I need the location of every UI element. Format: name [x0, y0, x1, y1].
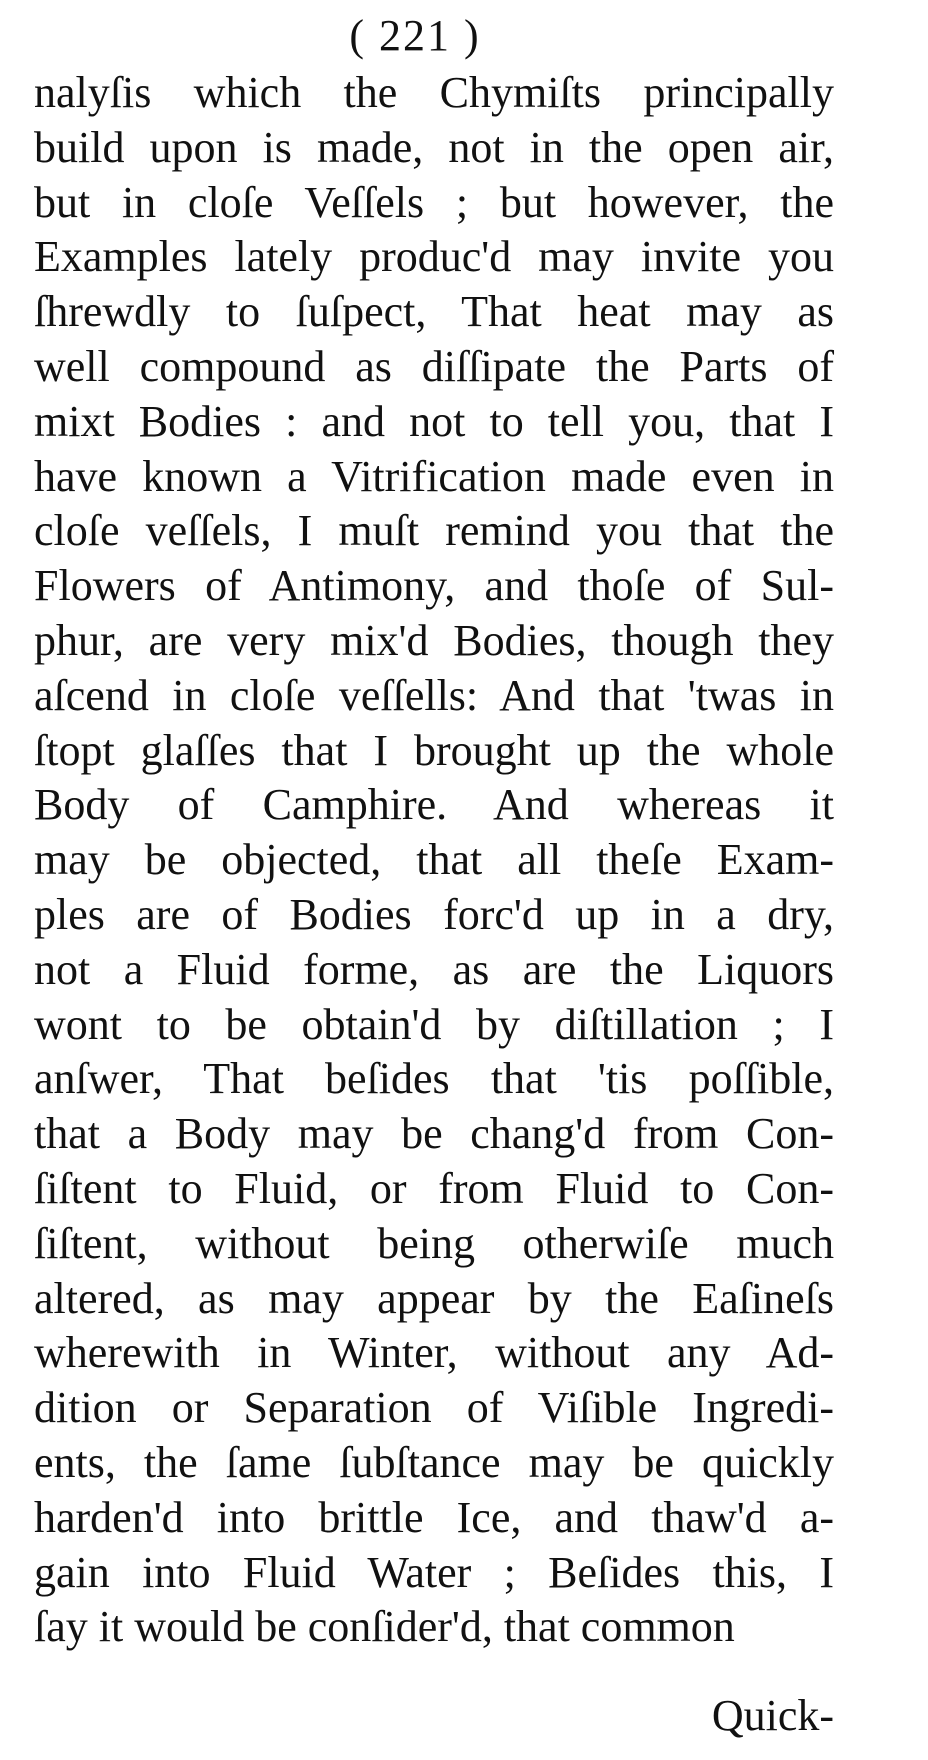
text-line: mixt Bodies : and not to tell you, that I [34, 396, 834, 446]
text-line: not a Fluid forme, as are the Liquors [34, 944, 834, 994]
body-text [34, 66, 834, 1655]
page-number: ( 221 ) [349, 11, 481, 60]
text-line: ſiſtent, without being otherwiſe much [34, 1218, 834, 1268]
text-line: harden'd into brittle Ice, and thaw'd a- [34, 1492, 834, 1542]
text-line: well compound as diſſipate the Parts of [34, 341, 834, 391]
text-line: phur, are very mix'd Bodies, though they [34, 615, 834, 665]
text-line: ſiſtent to Fluid, or from Fluid to Con- [34, 1163, 834, 1213]
text-line: may be objected, that all theſe Exam- [34, 835, 834, 885]
text-line: build upon is made, not in the open air, [34, 122, 834, 172]
text-line: Flowers of Antimony, and thoſe of Sul- [34, 561, 834, 611]
text-line: ents, the ſame ſubſtance may be quickly [34, 1437, 834, 1487]
text-line: wont to be obtain'd by diſtillation ; I [34, 999, 834, 1049]
text-line: gain into Fluid Water ; Beſides this, I [34, 1547, 834, 1597]
text-line: anſwer, That beſides that 'tis poſſible, [34, 1054, 834, 1104]
text-line: altered, as may appear by the Eaſineſs [34, 1273, 834, 1323]
text-line: ſtopt glaſſes that I brought up the whole [34, 725, 834, 775]
text-line: nalyſis which the Chymiſts principally [34, 68, 834, 117]
catchword: Quick- [711, 1691, 834, 1740]
text-line: Body of Camphire. And whereas it [34, 780, 834, 830]
text-line: aſcend in cloſe veſſells: And that 'twas in [34, 670, 834, 720]
text-line: have known a Vitrification made even in [34, 451, 834, 501]
text-line: ſhrewdly to ſuſpect, That heat may as [34, 287, 834, 337]
text-line: but in cloſe Veſſels ; but however, the [34, 177, 834, 227]
text-line: that a Body may be chang'd from Con- [34, 1109, 834, 1159]
text-line: Examples lately produc'd may invite you [34, 232, 834, 282]
text-line: dition or Separation of Viſible Ingredi- [34, 1383, 834, 1433]
text-line: cloſe veſſels, I muſt remind you that the [34, 506, 834, 556]
text-line: wherewith in Winter, without any Ad- [34, 1328, 834, 1378]
text-line: ples are of Bodies forc'd up in a dry, [34, 889, 834, 939]
text-line: ſay it would be conſider'd, that common [34, 1602, 735, 1652]
